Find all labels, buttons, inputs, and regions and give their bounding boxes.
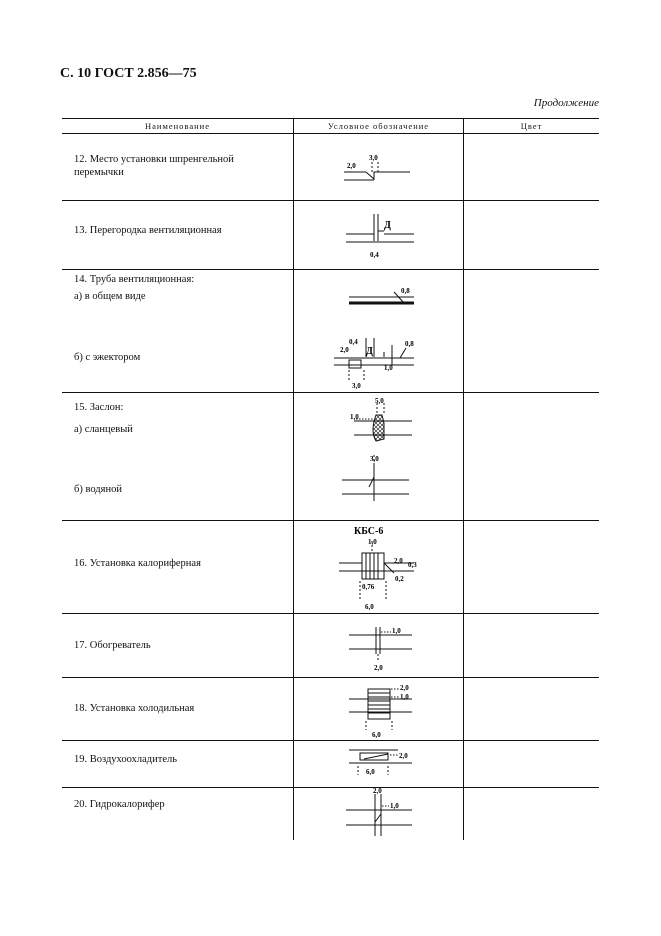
symbol-cell [294,270,464,393]
dim-label: 0,3 [408,561,417,569]
dim-label: 6,0 [366,768,375,776]
dim-label: 1,0 [350,413,359,421]
table-row [62,521,599,614]
column-header-symbol: Условное обозначение [294,119,464,134]
column-header-name: Наименование [62,119,294,134]
color-cell [464,521,600,614]
dim-label: 1,0 [390,802,399,810]
dim-label: 2,0 [394,557,403,565]
symbol-drawing [294,521,463,613]
dim-label: 6,0 [365,603,374,611]
table-row [62,788,599,841]
sub-item: б) водяной [74,484,122,495]
table-row [62,393,599,521]
dim-label: 2,0 [373,788,382,795]
name-cell [62,678,294,741]
name-cell [62,270,294,393]
dim-label: 1,0 [400,693,409,701]
table-row [62,678,599,741]
color-cell [464,788,600,841]
symbol-cell [294,614,464,678]
symbol-cell [294,521,464,614]
color-cell [464,201,600,270]
symbol-drawing [294,270,463,392]
symbol-cell [294,788,464,841]
name-cell [62,614,294,678]
dim-label: 1,0 [392,627,401,635]
dim-label: 1,0 [368,538,377,546]
item-name: 16. Установка калориферная [74,558,201,569]
symbol-drawing [294,393,463,520]
column-header-color: Цвет [464,119,600,134]
dim-label: 0,76 [362,583,375,591]
dim-label: Д [366,346,373,357]
name-cell [62,788,294,841]
symbol-drawing [294,741,463,787]
color-cell [464,270,600,393]
table-row [62,614,599,678]
dim-label: 3,0 [370,455,379,463]
symbol-drawing [294,201,463,269]
item-name: 12. Место установки шпренгельной перемычки [74,154,234,178]
dim-label: Д [384,220,391,231]
item-name: 18. Установка холодильная [74,703,195,714]
symbol-drawing [294,134,463,200]
symbol-cell [294,741,464,788]
item-name: 20. Гидрокалорифер [74,799,165,810]
table-row [62,201,599,270]
dim-label: 0,8 [405,340,414,348]
dim-label: 2,0 [347,162,356,170]
symbol-drawing [294,678,463,740]
symbol-drawing [294,788,463,840]
symbol-cell [294,393,464,521]
dim-label: КБС-6 [354,526,384,537]
dim-label: 0,2 [395,575,404,583]
dim-label: 1,0 [384,364,393,372]
dim-label: 2,0 [340,346,349,354]
symbol-cell [294,201,464,270]
dim-label: 2,0 [399,752,408,760]
sub-item: а) сланцевый [74,424,133,435]
dim-label: 3,0 [352,382,361,390]
dim-label: 6,0 [372,731,381,739]
color-cell [464,741,600,788]
name-cell [62,393,294,521]
color-cell [464,393,600,521]
item-name: 19. Воздухоохладитель [74,754,178,765]
dim-label: 3,0 [369,154,378,162]
sub-item: а) в общем виде [74,291,146,302]
item-name: 14. Труба вентиляционная: [74,274,195,285]
page-header: С. 10 ГОСТ 2.856—75 [60,66,197,81]
item-name: 13. Перегородка вентиляционная [74,225,222,236]
name-cell [62,134,294,201]
continuation-label: Продолжение [533,97,599,109]
table-header-row [62,119,599,134]
sub-item: б) с эжектором [74,352,141,363]
name-cell [62,741,294,788]
symbol-drawing [294,614,463,677]
name-cell [62,521,294,614]
dim-label: 0,4 [349,338,358,346]
table-row [62,270,599,393]
symbol-cell [294,134,464,201]
color-cell [464,614,600,678]
color-cell [464,134,600,201]
symbols-table [62,118,599,840]
dim-label: 2,0 [400,684,409,692]
dim-label: 5,0 [375,397,384,405]
item-name: 15. Заслон: [74,402,124,413]
dim-label: 0,4 [370,251,379,259]
dim-label: 0,8 [401,287,410,295]
symbol-cell [294,678,464,741]
table-row [62,741,599,788]
table-row [62,134,599,201]
color-cell [464,678,600,741]
name-cell [62,201,294,270]
item-name: 17. Обогреватель [74,640,151,651]
dim-label: 2,0 [374,664,383,672]
